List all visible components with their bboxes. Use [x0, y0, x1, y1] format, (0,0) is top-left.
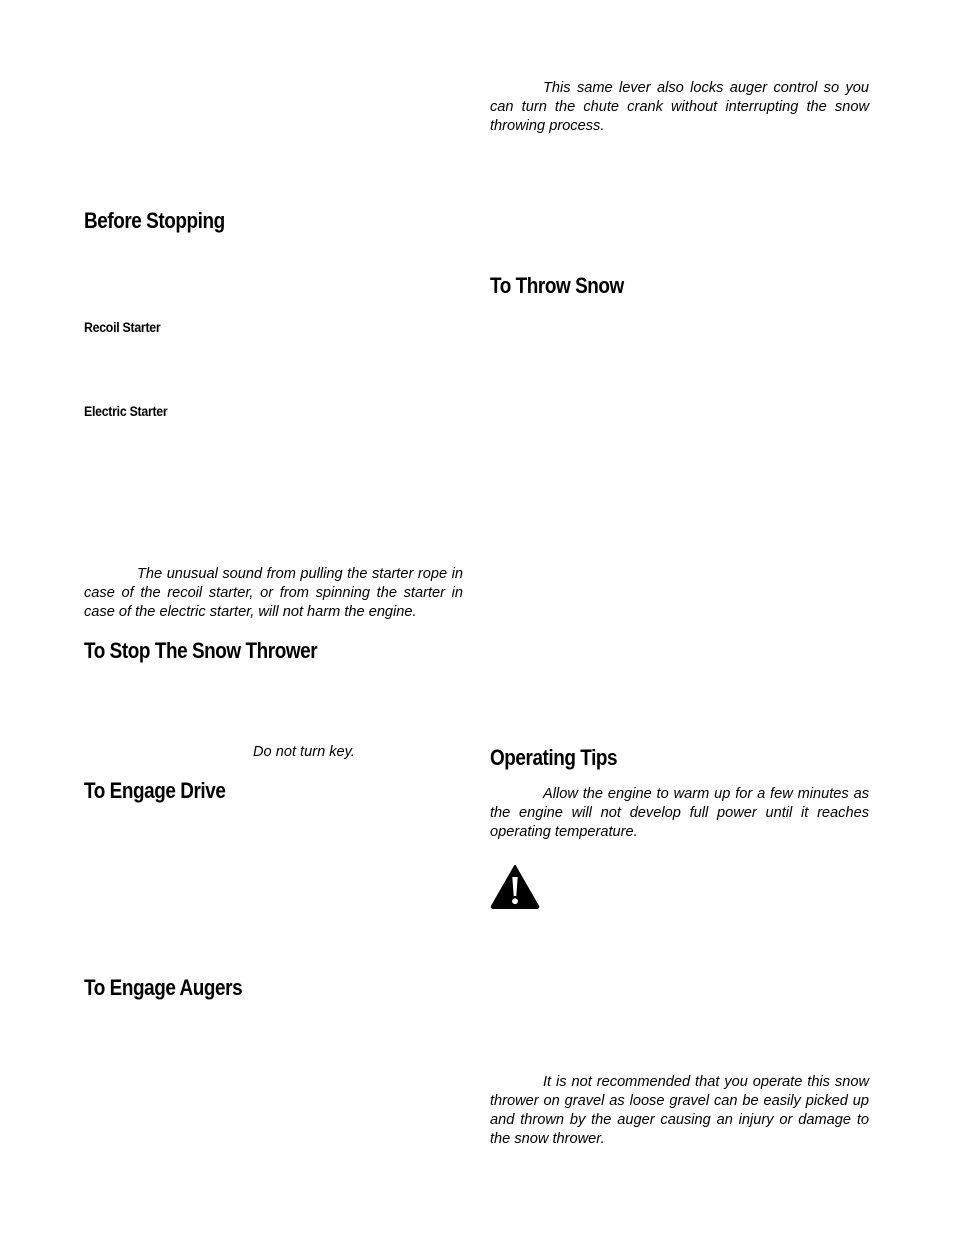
heading-to-engage-drive: To Engage Drive: [84, 778, 226, 803]
heading-to-engage-augers: To Engage Augers: [84, 975, 243, 1000]
subheading-recoil-starter: Recoil Starter: [84, 319, 161, 335]
note-gravel-warning: It is not recommended that you operate this snow thrower on gravel as loose gravel can be easily picked up and thrown by the auger causing an injury or damage to the snow thrower.: [490, 1074, 869, 1147]
heading-to-stop-snow-thrower: To Stop The Snow Thrower: [84, 638, 318, 663]
note-warm-up-engine: Allow the engine to warm up for a few minutes as the engine will not develop full power until it reaches operating temperature.: [490, 786, 869, 840]
heading-before-stopping: Before Stopping: [84, 208, 225, 233]
warning-triangle-icon: [490, 864, 540, 909]
heading-operating-tips: Operating Tips: [490, 745, 618, 770]
heading-to-throw-snow: To Throw Snow: [490, 273, 624, 298]
note-unusual-sound: The unusual sound from pulling the starter rope in case of the recoil starter, or from spinning the starter in case of the electric starter, will not harm the engine.: [84, 566, 463, 620]
note-do-not-turn-key: Do not turn key.: [253, 744, 355, 760]
note-lever-locks-auger: This same lever also locks auger control so you can turn the chute crank without interrupting the snow throwing process.: [490, 80, 869, 134]
subheading-electric-starter: Electric Starter: [84, 403, 168, 419]
